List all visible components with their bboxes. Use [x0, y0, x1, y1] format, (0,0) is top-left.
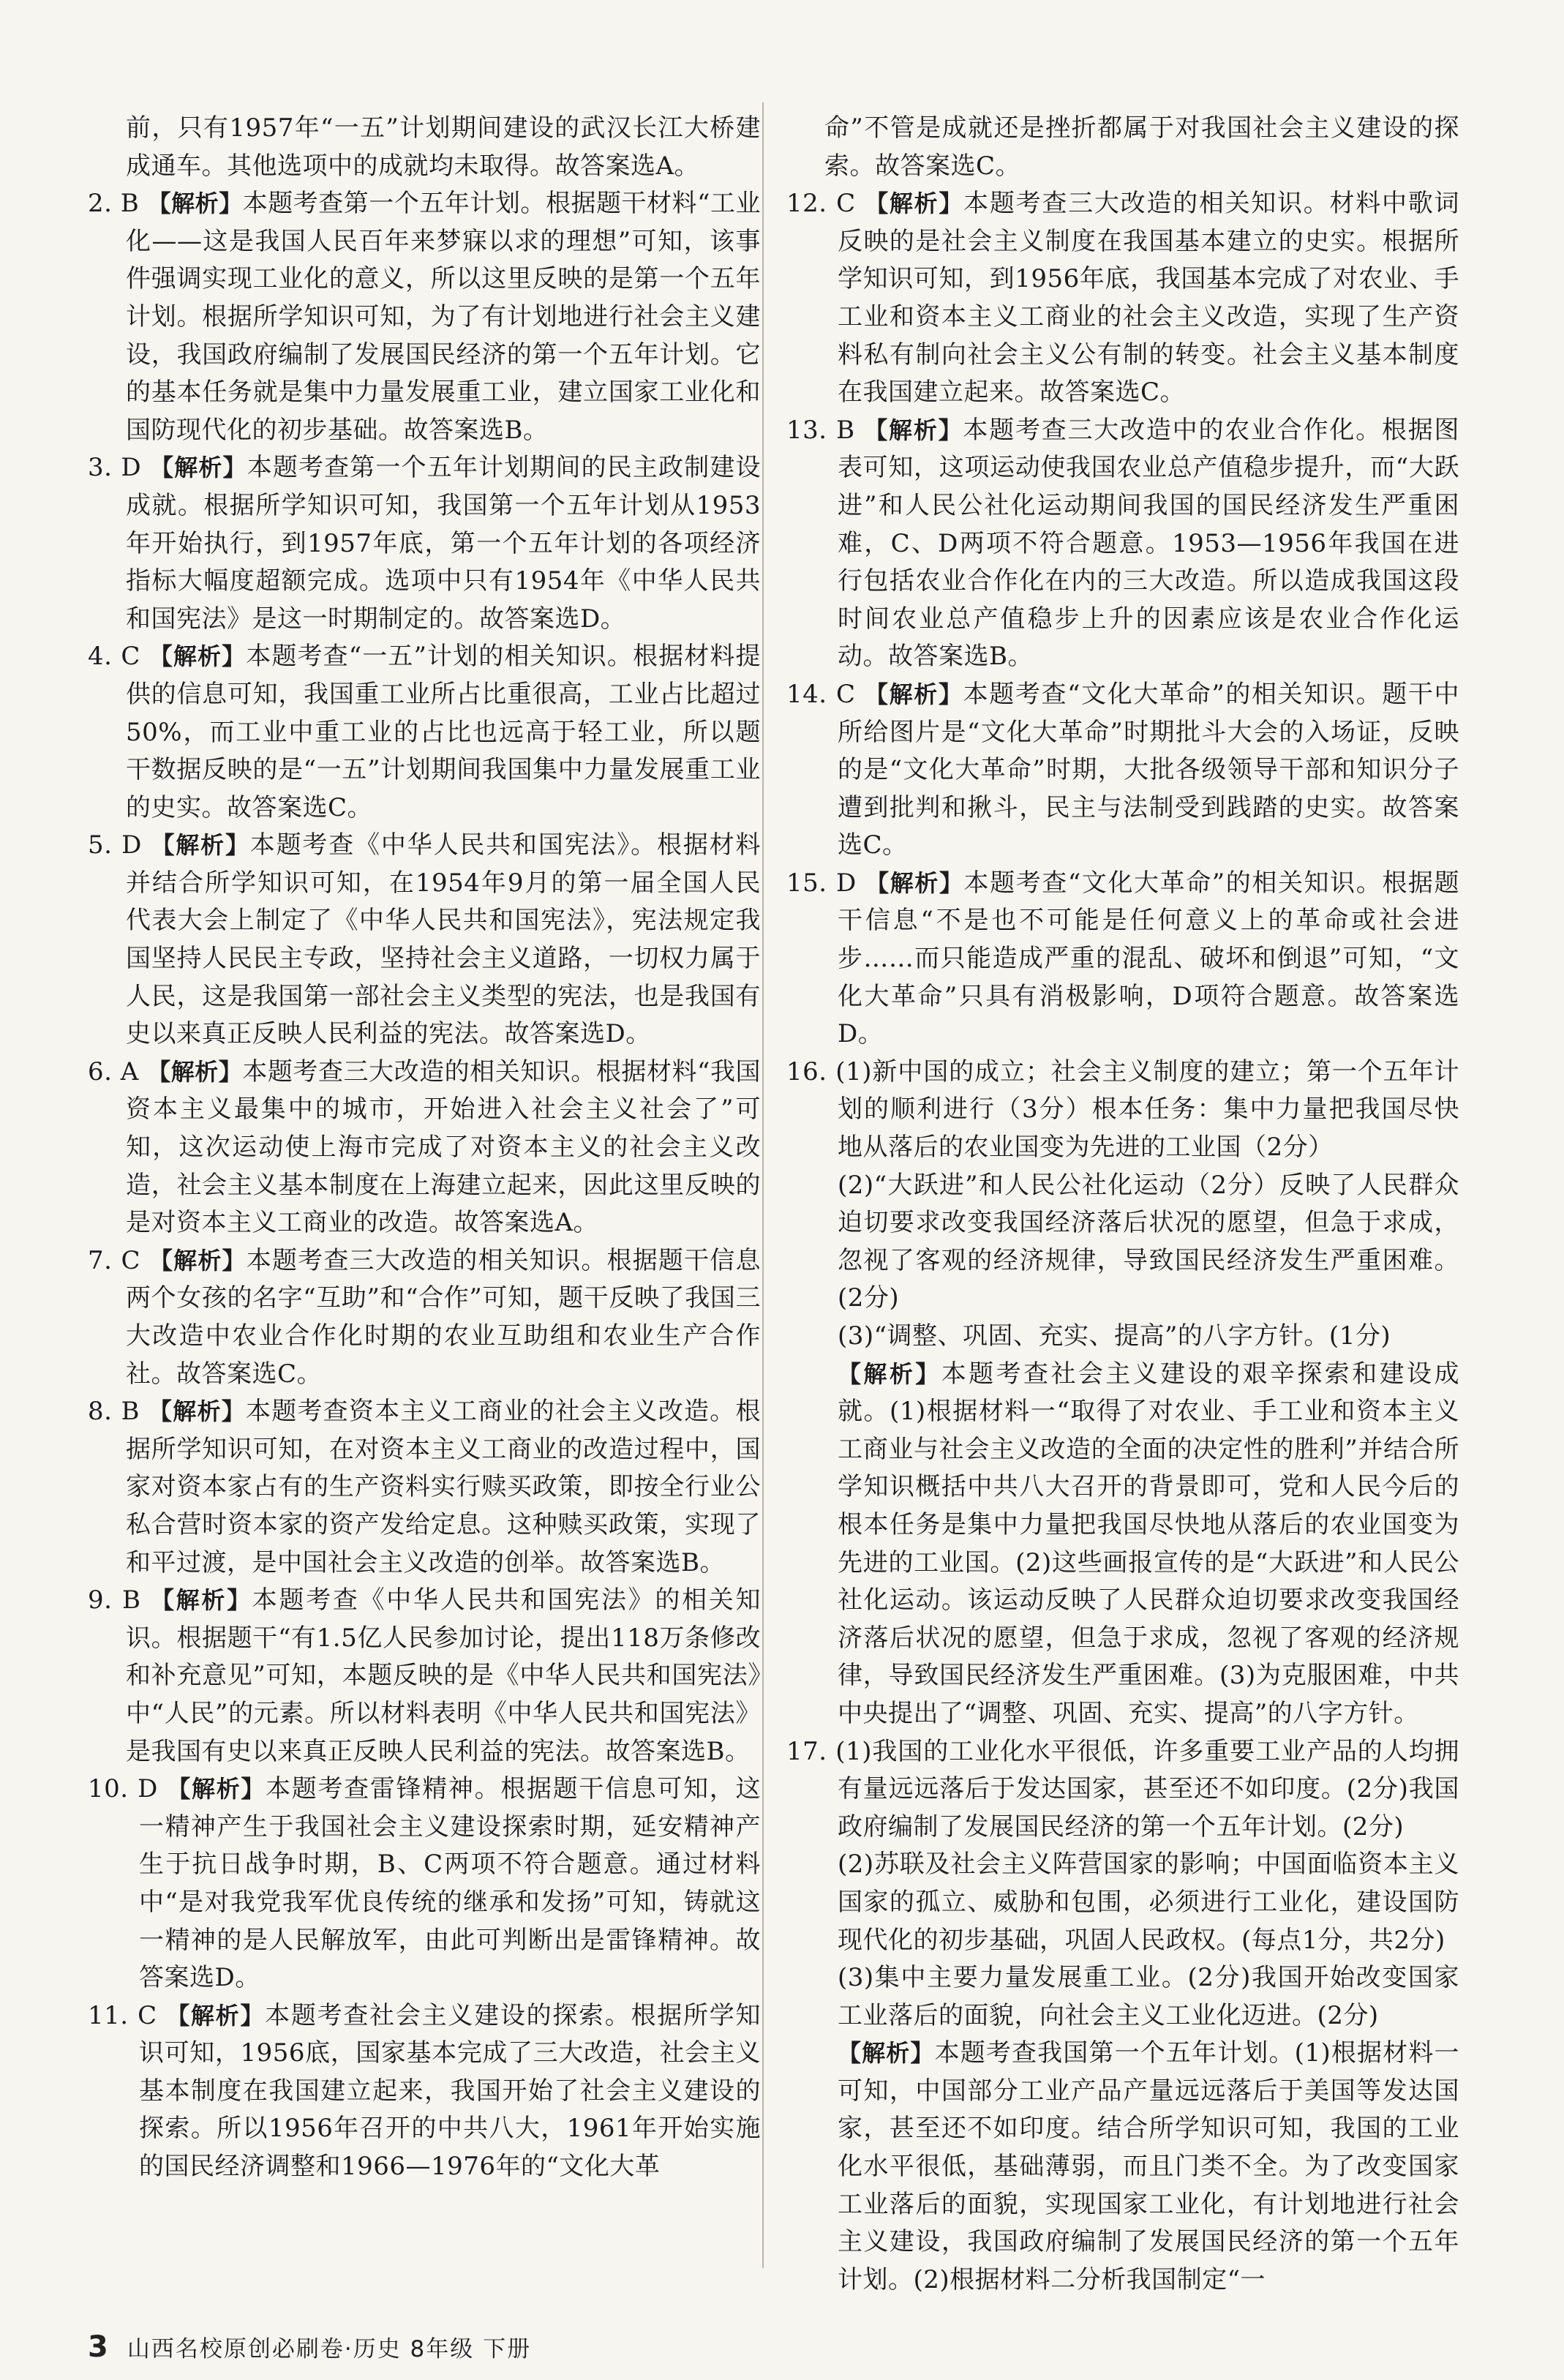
- analysis-tag: 【解析】: [167, 1775, 266, 1803]
- page-footer: [88, 2330, 531, 2364]
- analysis-tag: 【解析】: [148, 1397, 246, 1426]
- analysis-tag: 【解析】: [865, 868, 964, 897]
- answer-item: [786, 1318, 1459, 1356]
- analysis-tag: 【解析】: [150, 1586, 252, 1615]
- answer-number: 16.: [786, 1056, 836, 1086]
- answer-text: 本题考查三大改造的相关知识。材料中歌词反映的是社会主义制度在我国基本建立的史实。根据所学知识可知，到1956年底，我国基本完成了对农业、手工业和资本主义工商业的社会主义改造，实现了生产资料私有制向社会主义公有制的转变。社会主义基本制度在我国建立起来。故答案选C。: [838, 189, 1459, 408]
- answer-item: [786, 412, 1459, 676]
- analysis-tag: 【解析】: [865, 189, 964, 218]
- answer-item: [786, 1846, 1459, 1959]
- answer-text: (2)“大跃进”和人民公社化运动（2分）反映了人民群众迫切要求改变我国经济落后状况的愿望，但急于求成，忽视了客观的经济规律，导致国民经济发生严重困难。(2分): [838, 1170, 1459, 1313]
- answer-number: 9. B: [88, 1585, 151, 1615]
- answer-text: (1)我国的工业化水平很低，许多重要工业产品的人均拥有量远远落后于发达国家，甚至还不如印度。(2分)我国政府编制了发展国民经济的第一个五年计划。(2分): [835, 1736, 1459, 1842]
- answer-number: 2. B: [88, 189, 148, 219]
- answer-item: [88, 110, 761, 185]
- answer-text: 本题考查资本主义工商业的社会主义改造。根据所学知识可知，在对资本主义工商业的改造过程中，国家对资本家占有的生产资料实行赎买政策，即按全行业公私合营时资本家的资产发给定息。这种赎买政策，实现了和平过渡，是中国社会主义改造的创举。故答案选B。: [126, 1397, 761, 1577]
- column-divider: [762, 102, 764, 2268]
- answer-item: [88, 1393, 761, 1582]
- answer-text: 本题考查第一个五年计划期间的民主政制建设成就。根据所学知识可知，我国第一个五年计划从1953年开始执行，到1957年底，第一个五年计划的各项经济指标大幅度超额完成。选项中只有1954年《中华人民共和国宪法》是这一时期制定的。故答案选D。: [126, 453, 761, 634]
- page-number: 3: [88, 2330, 108, 2364]
- answer-number: 11. C: [88, 2000, 167, 2030]
- left-column: [88, 110, 761, 2186]
- answer-item: [88, 827, 761, 1054]
- answer-number: 12. C: [786, 189, 865, 219]
- answer-item: [786, 1733, 1459, 1847]
- book-title: 山西名校原创必刷卷·历史 8年级 下册: [127, 2336, 532, 2362]
- answer-text: (2)苏联及社会主义阵营国家的影响；中国面临资本主义国家的孤立、威胁和包围，必须进行工业化，建设国防现代化的初步基础，巩固人民政权。(每点1分，共2分): [838, 1850, 1459, 1955]
- answer-text: (1)新中国的成立；社会主义制度的建立；第一个五年计划的顺利进行（3分）根本任务：集中力量把我国尽快地从落后的农业国变为先进的工业国（2分）: [835, 1056, 1459, 1163]
- answer-item: [786, 1959, 1459, 2035]
- answer-text: (3)集中主要力量发展重工业。(2分)我国开始改变国家工业落后的面貌，向社会主义工业化迈进。(2分): [838, 1963, 1459, 2030]
- answer-item: [786, 2035, 1459, 2299]
- answer-text: 本题考查社会主义建设的艰辛探索和建设成就。(1)根据材料一“取得了对农业、手工业和资本主义工商业与社会主义改造的全面的决定性的胜利”并结合所学知识概括中共八大召开的背景即可，党和人民今后的根本任务是集中力量把我国尽快地从落后的农业国变为先进的工业国。(2)这些画报宣传的是“大跃进”和人民公社化运动。该运动反映了人民群众迫切要求改变我国经济落后状况的愿望，但急于求成，忽视了客观的经济规律，导致国民经济发生严重困难。(3)为克服困难，中共中央提出了“调整、巩固、充实、提高”的八字方针。: [838, 1359, 1459, 1728]
- answer-item: [88, 185, 761, 449]
- analysis-tag: 【解析】: [838, 1359, 941, 1388]
- answer-item: [88, 1771, 761, 1997]
- answer-text: 本题考查“文化大革命”的相关知识。题干中所给图片是“文化大革命”时期批斗大会的入场证，反映的是“文化大革命”时期，大批各级领导干部和知识分子遭到批判和揪斗，民主与法制受到践踏的史实。故答案选C。: [838, 679, 1459, 860]
- analysis-tag: 【解析】: [864, 680, 963, 708]
- answer-number: 8. B: [88, 1397, 149, 1427]
- answer-number: 13. B: [786, 415, 865, 445]
- analysis-tag: 【解析】: [148, 642, 247, 671]
- answer-item: [786, 865, 1459, 1054]
- answer-number: 10. D: [88, 1774, 168, 1804]
- answer-number: 7. C: [88, 1245, 149, 1275]
- answer-text: 本题考查雷锋精神。根据题干信息可知，这一精神产生于我国社会主义建设探索时期，延安精神产生于抗日战争时期，B、C两项不符合题意。通过材料中“是对我党我军优良传统的继承和发扬”可知，铸就这一精神的是人民解放军，由此可判断出是雷锋精神。故答案选D。: [139, 1774, 761, 1993]
- analysis-tag: 【解析】: [150, 454, 247, 482]
- answer-number: 14. C: [786, 679, 865, 709]
- answer-item: [786, 110, 1459, 185]
- answer-text: 本题考查三大改造中的农业合作化。根据图表可知，这项运动使我国农业总产值稳步提升，而“大跃进”和人民公社化运动期间我国的国民经济发生严重困难，C、D两项不符合题意。1953—1956年我国在进行包括农业合作化在内的三大改造。所以造成我国这段时间农业总产值稳步上升的因素应该是农业合作化运动。故答案选B。: [838, 415, 1459, 672]
- answer-text: (3)“调整、巩固、充实、提高”的八字方针。(1分): [838, 1321, 1391, 1351]
- answer-item: [786, 676, 1459, 865]
- analysis-tag: 【解析】: [151, 831, 250, 860]
- answer-text: 本题考查我国第一个五年计划。(1)根据材料一可知，中国部分工业产品产量远远落后于美国等发达国家，甚至还不如印度。结合所学知识可知，我国的工业化水平很低，基础薄弱，而且门类不全。为了改变国家工业落后的面貌，实现国家工业化，有计划地进行社会主义建设，我国政府编制了发展国民经济的第一个五年计划。(2)根据材料二分析我国制定“一: [838, 2038, 1459, 2294]
- answer-item: [88, 638, 761, 827]
- analysis-tag: 【解析】: [166, 2001, 266, 2030]
- analysis-tag: 【解析】: [148, 1246, 247, 1275]
- right-column: [786, 110, 1459, 2299]
- answer-text: 本题考查第一个五年计划。根据题干材料“工业化——这是我国人民百年来梦寐以求的理想”可知，该事件强调实现工业化的意义，所以这里反映的是第一个五年计划。根据所学知识可知，为了有计划地进行社会主义建设，我国政府编制了发展国民经济的第一个五年计划。它的基本任务就是集中力量发展重工业，建立国家工业化和国防现代化的初步基础。故答案选B。: [126, 189, 761, 445]
- analysis-tag: 【解析】: [147, 1057, 243, 1086]
- analysis-tag: 【解析】: [147, 189, 243, 218]
- answer-text: 命”不管是成就还是挫折都属于对我国社会主义建设的探索。故答案选C。: [824, 113, 1459, 181]
- answer-item: [786, 1356, 1459, 1733]
- answer-item: [88, 1997, 761, 2186]
- analysis-tag: 【解析】: [838, 2039, 935, 2068]
- answer-number: 17.: [786, 1736, 836, 1766]
- answer-text: 本题考查《中华人民共和国宪法》。根据材料并结合所学知识可知，在1954年9月的第一届全国人民代表大会上制定了《中华人民共和国宪法》，宪法规定我国坚持人民民主专政，坚持社会主义道路，一切权力属于人民，这是我国第一部社会主义类型的宪法，也是我国有史以来真正反映人民利益的宪法。故答案选D。: [126, 830, 761, 1049]
- answer-number: 4. C: [88, 642, 149, 672]
- answer-item: [786, 185, 1459, 412]
- answer-number: 3. D: [88, 453, 151, 483]
- answer-item: [88, 1054, 761, 1242]
- answer-number: 15. D: [786, 868, 866, 898]
- answer-number: 5. D: [88, 830, 151, 860]
- answer-text: 本题考查三大改造的相关知识。根据材料“我国资本主义最集中的城市，开始进入社会主义社会了”可知，这次运动使上海市完成了对资本主义的社会主义改造，社会主义基本制度在上海建立起来，因此这里反映的是对资本主义工商业的改造。故答案选A。: [126, 1056, 761, 1238]
- answer-text: 本题考查《中华人民共和国宪法》的相关知识。根据题干“有1.5亿人民参加讨论，提出118万条修改和补充意见”可知，本题反映的是《中华人民共和国宪法》中“人民”的元素。所以材料表明《中华人民共和国宪法》是我国有史以来真正反映人民利益的宪法。故答案选B。: [126, 1585, 761, 1766]
- answer-text: 本题考查社会主义建设的探索。根据所学知识可知，1956底，国家基本完成了三大改造，社会主义基本制度在我国建立起来，我国开始了社会主义建设的探索。所以1956年召开的中共八大，1961年开始实施的国民经济调整和1966—1976年的“文化大革: [139, 2000, 761, 2182]
- answer-text: 本题考查“一五”计划的相关知识。根据材料提供的信息可知，我国重工业所占比重很高，工业占比超过50%，而工业中重工业的占比也远高于轻工业，所以题干数据反映的是“一五”计划期间我国集中力量发展重工业的史实。故答案选C。: [126, 642, 761, 822]
- answer-text: 本题考查三大改造的相关知识。根据题干信息两个女孩的名字“互助”和“合作”可知，题干反映了我国三大改造中农业合作化时期的农业互助组和农业生产合作社。故答案选C。: [126, 1245, 761, 1389]
- answer-number: 6. A: [88, 1056, 148, 1086]
- answer-item: [786, 1167, 1459, 1318]
- answer-text: 本题考查“文化大革命”的相关知识。根据题干信息“不是也不可能是任何意义上的革命或社会进步……而只能造成严重的混乱、破坏和倒退”可知，“文化大革命”只具有消极影响，D项符合题意。故答案选D。: [838, 868, 1459, 1049]
- answer-item: [786, 1054, 1459, 1167]
- answer-text: 前，只有1957年“一五”计划期间建设的武汉长江大桥建成通车。其他选项中的成就均未取得。故答案选A。: [126, 113, 761, 181]
- answer-item: [88, 1582, 761, 1771]
- answer-item: [88, 1242, 761, 1393]
- analysis-tag: 【解析】: [864, 416, 963, 444]
- answer-item: [88, 449, 761, 638]
